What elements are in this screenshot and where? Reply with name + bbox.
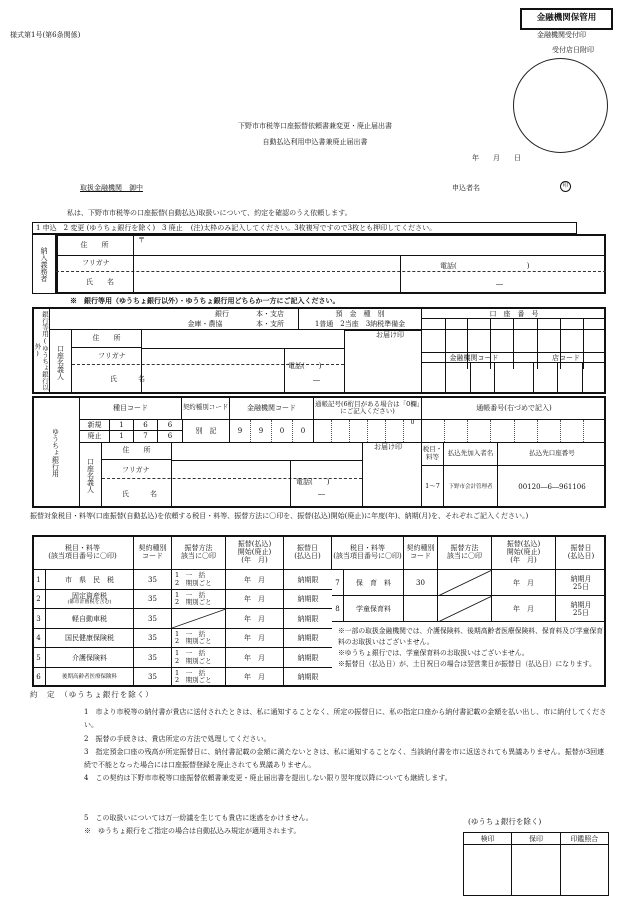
- application-type-options[interactable]: 1 申込 2 変更 (ゆうちょ銀行を除く) 3 廃止: [36, 223, 183, 232]
- stamp-cell-keep[interactable]: [512, 845, 559, 895]
- tax-row-date: 納期限: [297, 575, 319, 584]
- tax-row-method[interactable]: 1 一 括 2 期別ごと: [172, 590, 226, 610]
- bank-code-header: 金融機関コード: [449, 354, 499, 362]
- yucho-address-label: 住 所: [102, 442, 172, 460]
- tax-row-no[interactable]: 7: [332, 570, 344, 596]
- term-yucho: ※ ゆうちょ銀行をご指定の場合は自動払込み規定が適用されます。: [84, 827, 301, 836]
- taxpayer-name-input[interactable]: [138, 258, 400, 292]
- tax-row-right: [332, 596, 606, 622]
- tax-row-code: 35: [134, 570, 172, 590]
- stamp-col-seal-check: 印鑑照合: [561, 833, 608, 845]
- tax-row-method: [438, 570, 492, 596]
- tax-row-method: [438, 596, 492, 622]
- tax-row-date: 納期月 25日: [570, 574, 592, 591]
- bank-address-label: 住 所: [72, 330, 142, 348]
- yucho-bank-code-header: 金融機関コード: [230, 396, 314, 420]
- tax-row-name: 保 育 料: [344, 570, 404, 596]
- copy-title-box: 金融機関保管用: [520, 8, 613, 30]
- bank-phone[interactable]: 電話( ): [288, 362, 322, 370]
- yucho-holder-label: 口座名義人: [80, 442, 102, 508]
- tax-row-name: 学童保育料: [344, 596, 404, 622]
- yucho-abolish-label[interactable]: 廃止: [80, 431, 110, 442]
- seal-mark: 印: [560, 181, 571, 192]
- application-type-row: [32, 222, 577, 234]
- tax-row-code: 35: [134, 590, 172, 610]
- tax-row-code: 35: [134, 668, 172, 688]
- stamp-col-inspect: 検印: [464, 833, 511, 845]
- tax-notes: [338, 626, 604, 670]
- term-1: 1 市より市税等の納付書が貴店に送付されたときは、私に通知することなく、所定の振替日に、私の指定口座から納付書記載の金額を払い出し、市に納付してください。: [84, 708, 607, 730]
- tax-row-name: 後期高齢者医療保険料: [46, 668, 134, 688]
- yucho-phone[interactable]: 電話( ): [296, 478, 330, 486]
- internal-stamp-box: [463, 832, 609, 896]
- yucho-passbook-number-header: 通帳番号(右づめで記入): [476, 403, 552, 412]
- yucho-tax-value: 1～7: [422, 466, 444, 508]
- application-note: (注)太枠のみ記入してください。3枚複写ですので3枚とも押印してください。: [190, 223, 437, 232]
- tax-row-date: 納期限: [297, 614, 319, 623]
- tax-row-left: [32, 570, 332, 590]
- bank-code-cells[interactable]: [422, 362, 606, 394]
- tax-header-method: 振替方法 該当に〇印: [172, 535, 226, 570]
- bank-type-label: 銀行: [215, 310, 229, 318]
- intro-text: 私は、下野市市税等の口座振替(自動払込)取扱いについて、約定を確認のうえ依頼します。: [67, 209, 352, 217]
- tax-row-code: 35: [134, 609, 172, 629]
- tax-row-name: 市 県 民 税: [46, 570, 134, 590]
- tax-row-start[interactable]: 年 月: [226, 668, 284, 688]
- tax-row-no[interactable]: 8: [332, 596, 344, 622]
- tax-row-method[interactable]: [172, 609, 226, 629]
- tax-row-date: 納期限: [297, 634, 319, 643]
- yucho-furigana-label: フリガナ: [122, 466, 150, 474]
- tax-row-method[interactable]: 1 一 括 2 期別ごと: [172, 668, 226, 688]
- tax-row-code: [404, 596, 438, 622]
- term-5: 5 この取扱いについては万一紛議を生じても貴店に迷惑をかけません。: [84, 814, 313, 822]
- tax-row-left: [32, 629, 332, 649]
- deposit-type-header: 預 金 種 別: [335, 310, 385, 318]
- title-line1: 下野市市税等口座振替依頼書兼変更・廃止届出書: [238, 122, 392, 130]
- term-4: 4 この契約は下野市市税等口座振替依頼書兼変更・廃止届出書を提出しない限り翌年度以降についても継続します。: [84, 774, 452, 783]
- term-2: 2 振替の手続きは、貴店所定の方法で処理してください。: [84, 734, 271, 743]
- yucho-name-label: 氏 名: [122, 490, 157, 498]
- tax-header-code-r: 契約種別 コード: [404, 535, 438, 570]
- taxpayer-address-label: 住 所: [56, 234, 134, 256]
- tax-row-date: 納期限: [297, 653, 319, 662]
- tax-header-code: 契約種別 コード: [134, 535, 172, 570]
- tax-row-start[interactable]: 年 月: [226, 609, 284, 629]
- tax-header-start-r: 振替(払込) 開始(廃止) (年 月): [492, 535, 556, 570]
- receipt-date-label: 受付店日附印: [552, 46, 594, 54]
- bank-phone-dash: ―: [313, 376, 320, 384]
- applicant-label: 申込者名: [452, 184, 480, 192]
- tax-row-start[interactable]: 年 月: [226, 590, 284, 610]
- tax-row-start[interactable]: 年 月: [492, 596, 556, 622]
- tax-row-method[interactable]: 1 一 括 2 期別ごと: [172, 648, 226, 668]
- bank-seal-box[interactable]: [344, 330, 422, 394]
- bank-addressee: 取扱金融機関 御中: [80, 184, 143, 192]
- tax-row-name: 軽自動車税: [46, 609, 134, 629]
- bank-side-label: 銀行等用(ゆうちょ銀行以外): [32, 307, 50, 394]
- tax-header-date: 振替日 (払込日): [284, 535, 332, 570]
- yucho-payee-value: 下野市会計管理者: [444, 466, 498, 508]
- yucho-bank-code-cells: 9 9 0 0: [230, 420, 314, 442]
- tax-row-method[interactable]: 1 一 括 2 期別ごと: [172, 629, 226, 649]
- yucho-new-label[interactable]: 新規: [80, 420, 110, 430]
- taxpayer-name-label: 氏 名: [86, 278, 114, 286]
- tax-row-date: 納期限: [297, 673, 319, 682]
- tax-right-rows: [332, 570, 606, 622]
- tax-row-start[interactable]: 年 月: [226, 570, 284, 590]
- yucho-tax-header: 税目・料等: [422, 442, 444, 466]
- tax-row-name: 介護保険料: [46, 648, 134, 668]
- tax-row-start[interactable]: 年 月: [226, 629, 284, 649]
- receipt-stamp-label: 金融機関受付印: [537, 31, 586, 39]
- taxpayer-side-label: 納入義務者: [32, 234, 56, 294]
- bank-address-input[interactable]: [144, 331, 342, 347]
- tax-row-left: [32, 590, 332, 610]
- term-3: 3 指定預金口座の残高が所定振替日に、納付書記載の金額に満たないときは、私に通知することなく、当該納付書を市に返送されても異議ありません。振替が3回連続で不能となった場合には口座振替登録を廃止されても異議ありません。: [84, 747, 605, 770]
- form-number: 様式第1号(第6条関係): [10, 31, 81, 39]
- yucho-account-header: 払込先口座番号: [498, 442, 606, 466]
- bank-type-label2: 金庫・農協: [187, 320, 223, 328]
- tax-row-method[interactable]: 1 一 括 2 期別ごと: [172, 570, 226, 590]
- banks-note: ※ 銀行等用（ゆうちょ銀行以外）・ゆうちょ銀行用どちらか一方にご記入ください。: [70, 296, 340, 305]
- terms-list-2: [84, 812, 464, 839]
- tax-note-2: ※ゆうちょ銀行では、学童保育料のお取扱いはございません。: [338, 648, 529, 657]
- tax-note-3: ※振替日（払込日）が、土日祝日の場合は翌営業日が振替日（払込日）になります。: [338, 659, 596, 668]
- yucho-seal-box[interactable]: [362, 442, 422, 508]
- tax-row-no[interactable]: 1: [32, 570, 46, 590]
- tax-row-name: 固定資産税 (都市計画税を含む): [46, 590, 134, 610]
- tax-row-date: 納期月 25日: [570, 600, 592, 617]
- tax-header-item: 税目・料等 (該当項目番号に〇印): [32, 535, 134, 570]
- tax-row-no[interactable]: 6: [32, 668, 46, 688]
- tax-row-start[interactable]: 年 月: [226, 648, 284, 668]
- title-line2: 自動払込利用申込書兼廃止届出書: [262, 138, 368, 146]
- stamp-cell-inspect[interactable]: [464, 845, 511, 895]
- tax-row-no[interactable]: 5: [32, 648, 46, 668]
- tax-row-code: 30: [404, 570, 438, 596]
- tax-row-no[interactable]: 4: [32, 629, 46, 649]
- tax-row-start[interactable]: 年 月: [492, 570, 556, 596]
- terms-list: [84, 706, 608, 786]
- tax-note-1: ※一部の取扱金融機関では、介護保険料、後期高齢者医療保険料、保育料及び学童保育料のお取扱いはございません。: [338, 627, 604, 646]
- taxpayer-address-input[interactable]: [138, 242, 598, 254]
- yucho-contract-header: 契約種別コード: [182, 396, 230, 420]
- bank-name-label: 氏 名: [110, 375, 145, 383]
- terms-title: 約 定 （ゆうちょ銀行を除く）: [30, 690, 154, 699]
- yucho-passbook-number-cells[interactable]: [422, 420, 606, 442]
- stamp-circle: [513, 58, 608, 153]
- taxes-note: 振替対象税目・料等(口座振替(自動払込)を依頼する税目・料等、振替方法に〇印を、振替(払込)開始(廃止)に年度(年)、納期(月)を、それぞれご記入ください。): [30, 512, 529, 520]
- tax-header-method-r: 振替方法 該当に〇印: [438, 535, 492, 570]
- tax-header-date-r: 振替日 (払込日): [556, 535, 606, 570]
- application-date: 年 月 日: [472, 154, 521, 162]
- branch-type-label2: 本・支所: [256, 320, 284, 328]
- taxpayer-furigana-label: フリガナ: [82, 259, 110, 267]
- postal-mark: 〒: [138, 236, 145, 244]
- yucho-payee-header: 払込先加入者名: [444, 442, 498, 466]
- branch-type-label: 本・支店: [256, 310, 284, 318]
- tax-row-left: [32, 668, 332, 688]
- yucho-passbook-symbol-cells[interactable]: 0: [314, 420, 422, 442]
- tax-row-left: [32, 609, 332, 629]
- yucho-phone-dash: ―: [318, 490, 325, 498]
- yucho-passbook-symbol-header: 通帳記号(6桁目がある場合は「0欄」にご記入ください): [314, 396, 422, 420]
- deposit-type-options[interactable]: 1普通 2当座 3納税準備金: [314, 320, 406, 328]
- yucho-address-input[interactable]: [174, 443, 360, 459]
- tax-row-left: [32, 648, 332, 668]
- stamp-col-keep: 保印: [512, 833, 559, 845]
- yucho-type-code-header: 種目コード: [80, 396, 182, 420]
- taxpayer-phone[interactable]: 電話( ): [440, 262, 530, 270]
- tax-row-right: [332, 570, 606, 596]
- yucho-side-label: ゆうちょ銀行用: [32, 396, 80, 508]
- branch-code-header: 店コード: [552, 354, 580, 362]
- tax-row-name: 国民健康保険税: [46, 629, 134, 649]
- tax-row-date: 納期限: [297, 595, 319, 604]
- yucho-account-value: 00120―6―961106: [518, 482, 586, 491]
- tax-row-no[interactable]: 3: [32, 609, 46, 629]
- yucho-seal-label: お届け印: [374, 443, 402, 451]
- yucho-contract-value: 別 記: [182, 420, 230, 442]
- bank-seal-label: お届け印: [376, 331, 404, 339]
- tax-row-no[interactable]: 2: [32, 590, 46, 610]
- tax-header-item-r: 税目・料等 (該当項目番号に〇印): [332, 535, 404, 570]
- tax-left-rows: [32, 570, 332, 687]
- account-number-header: 口 座 番 号: [489, 310, 539, 318]
- tax-row-code: 35: [134, 648, 172, 668]
- stamp-cell-seal-check[interactable]: [561, 845, 608, 895]
- bank-furigana-label: フリガナ: [98, 352, 126, 360]
- tax-header-start: 振替(払込) 開始(廃止) (年 月): [226, 535, 284, 570]
- tax-row-code: 35: [134, 629, 172, 649]
- taxpayer-phone-dash: ―: [496, 280, 503, 288]
- bank-holder-label: 口座名義人: [50, 330, 72, 394]
- stampbox-title: (ゆうちょ銀行を除く): [468, 817, 542, 826]
